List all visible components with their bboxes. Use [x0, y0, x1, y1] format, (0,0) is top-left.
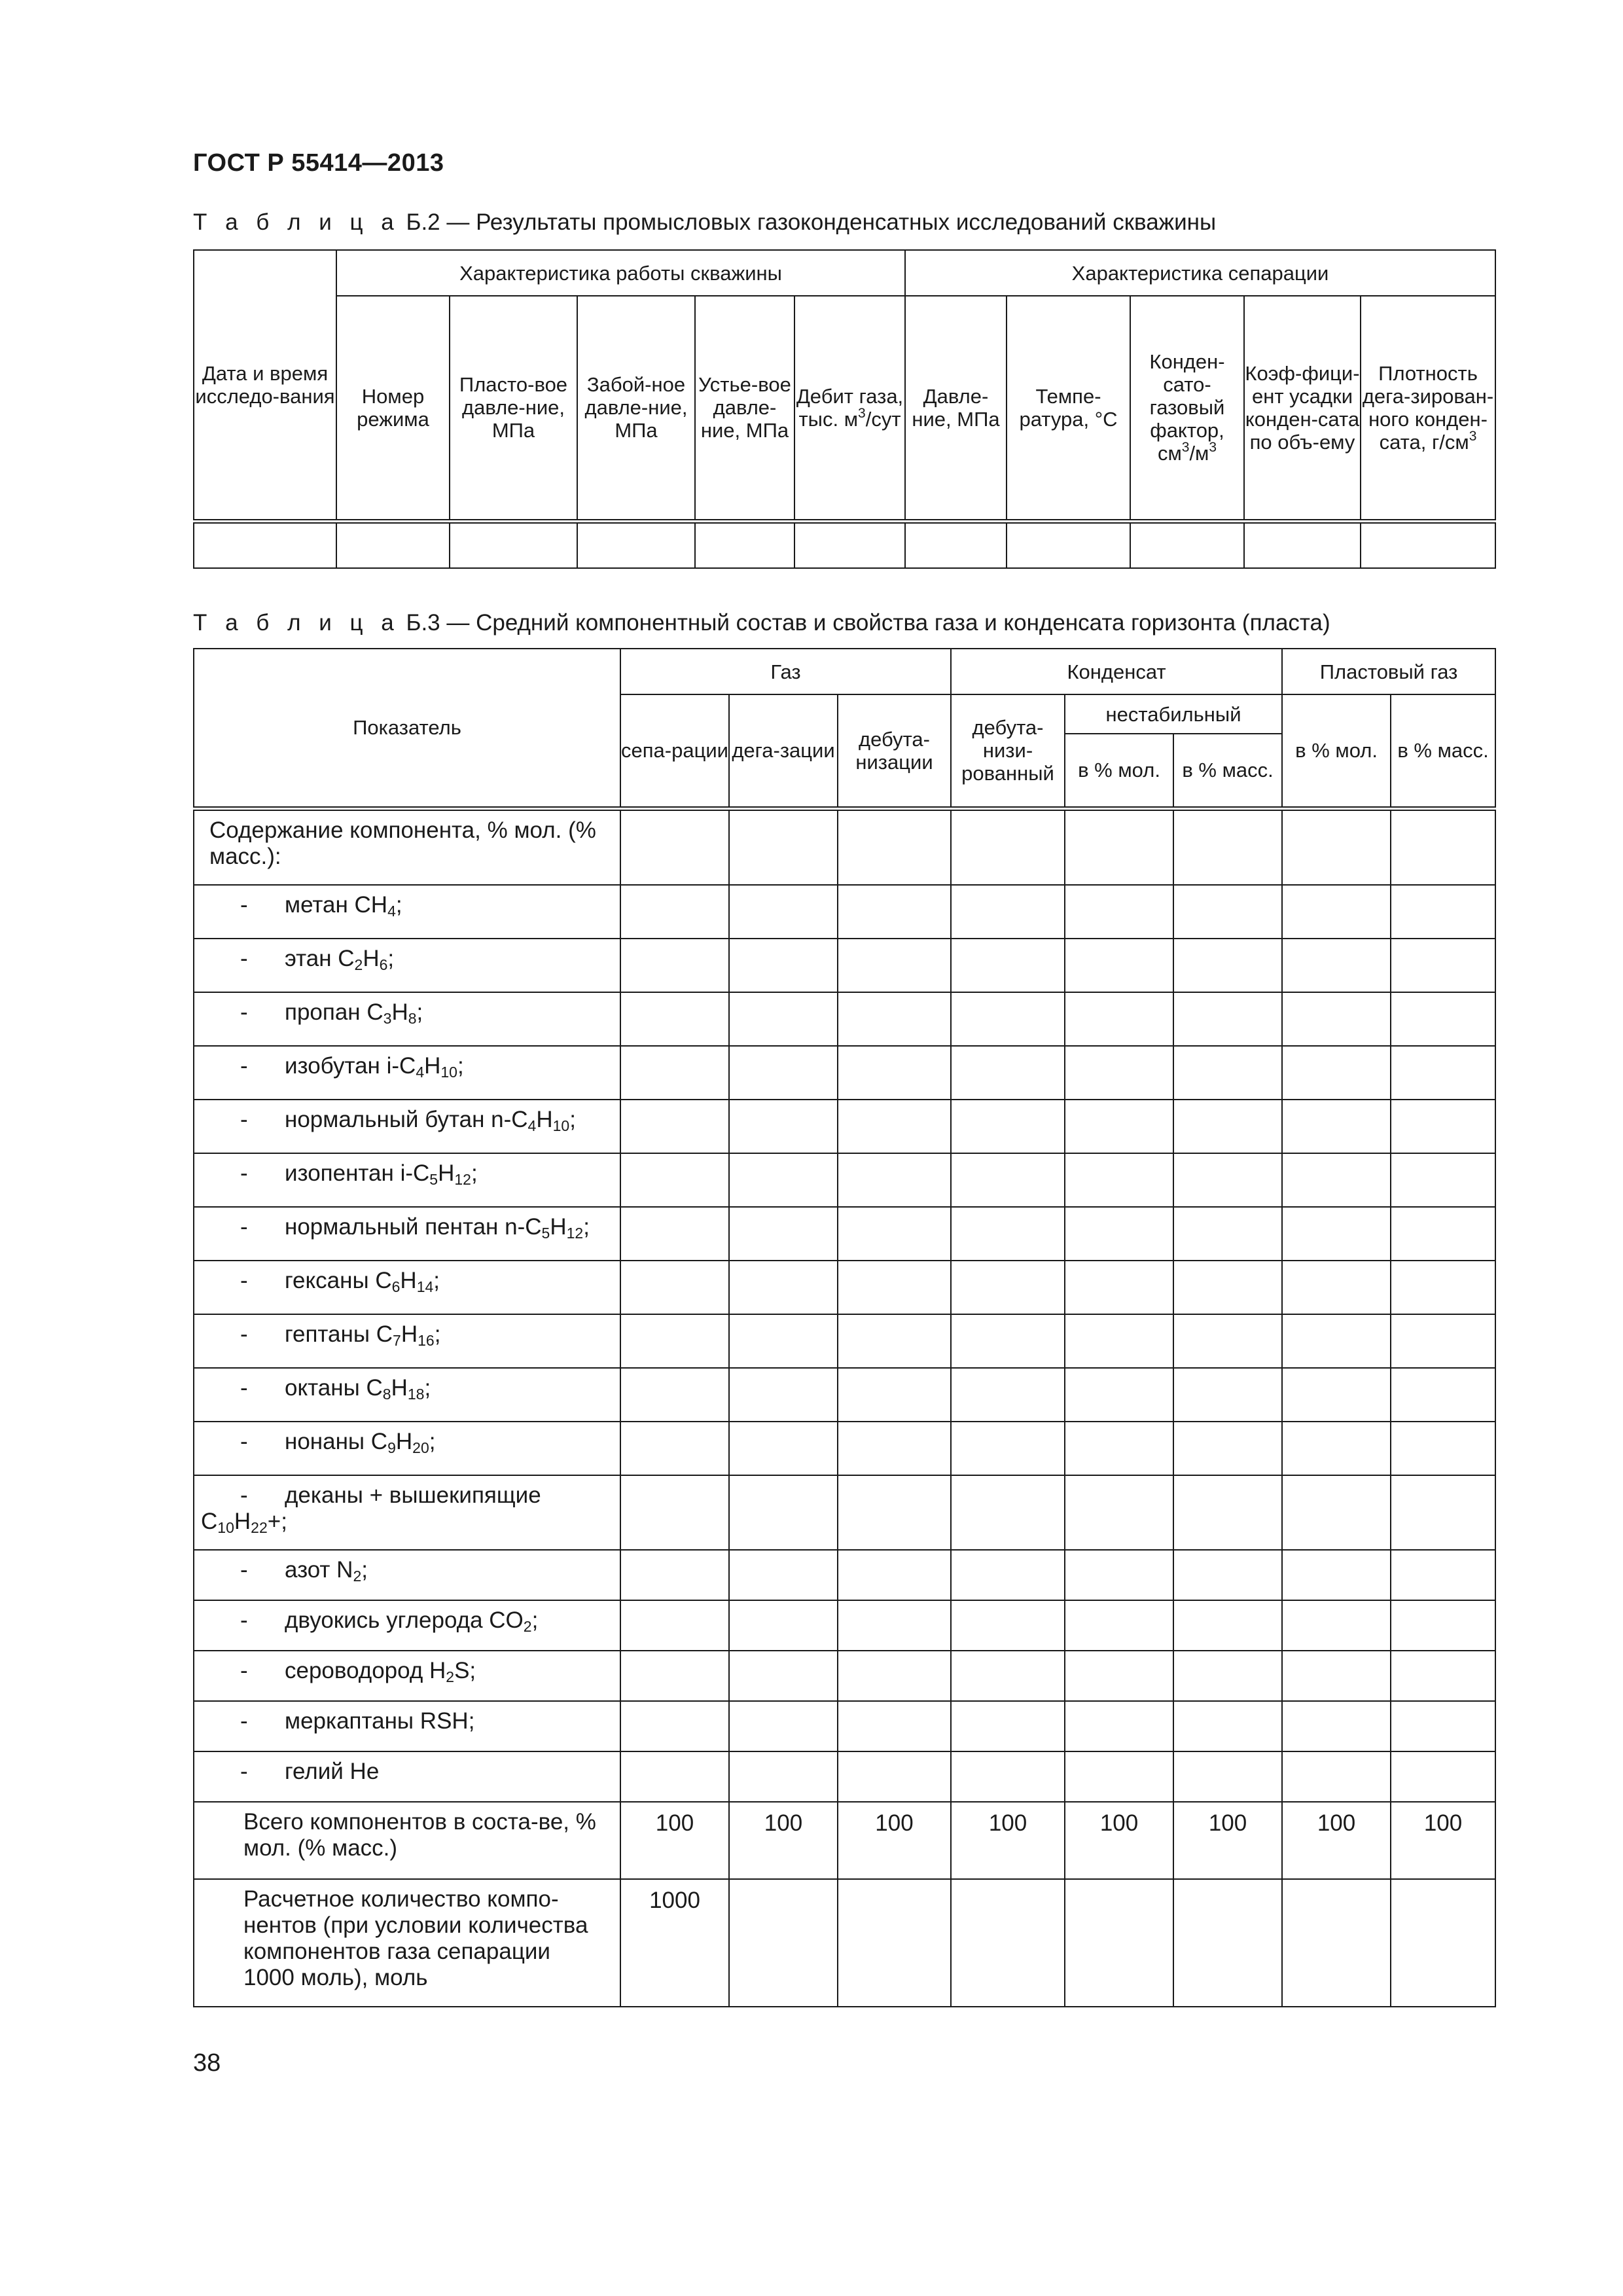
- table-cell: [951, 1550, 1065, 1600]
- table-cell: [838, 1600, 951, 1651]
- table-row: [194, 885, 1495, 939]
- table-cell: [1391, 1314, 1495, 1368]
- header-wellhead-pressure: Устье-вое давле-ние, МПа: [695, 296, 794, 521]
- header-shrinkage-coefficient: Коэф-фици-ент усадки конден-сата по объ-ему: [1244, 296, 1361, 521]
- table-cell: [577, 521, 695, 568]
- table-cell: [620, 1701, 729, 1751]
- table-cell: [1173, 1100, 1282, 1153]
- table-cell: [729, 1751, 838, 1802]
- row-label-n-butane: - нормальный бутан $n-C_4H_{10}$;: [194, 1100, 620, 1153]
- table-cell: [729, 939, 838, 992]
- table-b3: [193, 648, 1496, 2007]
- table-cell: [838, 1368, 951, 1422]
- table-cell: [838, 1046, 951, 1100]
- table-row: [194, 1475, 1495, 1550]
- table-cell: [1391, 1475, 1495, 1550]
- table-cell: [1173, 939, 1282, 992]
- table-cell: [951, 1368, 1065, 1422]
- table-cell: [1391, 1153, 1495, 1207]
- table-cell: [620, 1261, 729, 1314]
- table-cell: [729, 992, 838, 1046]
- caption-text: Б.2 — Результаты промысловых газоконденсатных исследований скважины: [406, 209, 1217, 235]
- table-cell: [1065, 1751, 1173, 1802]
- table-cell: [1282, 1046, 1391, 1100]
- table-row: [194, 1314, 1495, 1368]
- header-unstable-mol: в % мол.: [1065, 734, 1173, 808]
- table-cell: [1391, 885, 1495, 939]
- row-label-nonanes: - нонаны $C_9H_{20}$;: [194, 1422, 620, 1475]
- table-cell: [951, 1261, 1065, 1314]
- table-cell: [1065, 992, 1173, 1046]
- table-cell: [838, 808, 951, 885]
- row-label-decanes: - деканы + вышекипящие $C_{10}H_{22}+$;: [194, 1475, 620, 1550]
- row-label-nitrogen: - азот $N_2$;: [194, 1550, 620, 1600]
- header-indicator: Показатель: [194, 649, 620, 808]
- table-cell: [1391, 808, 1495, 885]
- table-cell: [1244, 521, 1361, 568]
- page-number: 38: [193, 2049, 221, 2077]
- table-cell: [951, 1651, 1065, 1701]
- table-cell: [1282, 885, 1391, 939]
- table-cell: [620, 1153, 729, 1207]
- table-cell: [1173, 1261, 1282, 1314]
- table-cell: [1282, 1475, 1391, 1550]
- table-cell: [1282, 1651, 1391, 1701]
- header-reservoir-pressure: Пласто-вое давле-ние, МПа: [450, 296, 577, 521]
- header-reservoir-gas: Пластовый газ: [1282, 649, 1495, 694]
- table-cell: [1391, 1207, 1495, 1261]
- total-value: 100: [1282, 1802, 1391, 1879]
- table-cell: [620, 1600, 729, 1651]
- table-cell: [695, 521, 794, 568]
- table-cell: [951, 1701, 1065, 1751]
- table-cell: [951, 939, 1065, 992]
- table-cell: [1065, 1368, 1173, 1422]
- header-gas-separation: сепа-рации: [620, 694, 729, 808]
- table-row: [194, 1046, 1495, 1100]
- table-cell: [450, 521, 577, 568]
- header-condensate: Конденсат: [951, 649, 1282, 694]
- table-cell: [1173, 1600, 1282, 1651]
- table-cell: [951, 1600, 1065, 1651]
- table-row: [194, 1802, 1495, 1879]
- table-cell: [1282, 1879, 1391, 2007]
- table-cell: [729, 1153, 838, 1207]
- table-b2: [193, 249, 1496, 569]
- table-cell: [620, 1651, 729, 1701]
- table-cell: [620, 808, 729, 885]
- row-label-total: Всего компонентов в соста-ве, % мол. (% масс.): [194, 1802, 620, 1879]
- table-cell: [1065, 939, 1173, 992]
- table-cell: [1065, 1153, 1173, 1207]
- total-value: 100: [1391, 1802, 1495, 1879]
- table-cell: [1391, 1651, 1495, 1701]
- table-cell: [1173, 1701, 1282, 1751]
- table-cell: [1065, 1550, 1173, 1600]
- table-cell: [838, 1153, 951, 1207]
- table-cell: [1173, 1153, 1282, 1207]
- table-cell: [1391, 992, 1495, 1046]
- table-row: [194, 1651, 1495, 1701]
- row-label-hexanes: - гексаны $C_6H_{14}$;: [194, 1261, 620, 1314]
- table-cell: [838, 1751, 951, 1802]
- table-cell: [1391, 1046, 1495, 1100]
- table-cell: [1282, 1422, 1391, 1475]
- table-cell: [951, 1207, 1065, 1261]
- table-cell: [729, 1100, 838, 1153]
- total-value: 100: [951, 1802, 1065, 1879]
- table-cell: [838, 1422, 951, 1475]
- table-cell: [620, 1314, 729, 1368]
- table-cell: [838, 1550, 951, 1600]
- total-value: 100: [620, 1802, 729, 1879]
- table-cell: [1065, 1314, 1173, 1368]
- table-row: [194, 1550, 1495, 1600]
- calculated-value: 1000: [620, 1879, 729, 2007]
- table-cell: [620, 1100, 729, 1153]
- header-separation-characteristics: Характеристика сепарации: [905, 250, 1495, 296]
- table-cell: [1282, 1550, 1391, 1600]
- table-cell: [729, 1261, 838, 1314]
- table-cell: [1391, 1550, 1495, 1600]
- table-cell: [838, 1314, 951, 1368]
- table-cell: [1282, 1600, 1391, 1651]
- table-cell: [951, 808, 1065, 885]
- table-b2-caption: [193, 209, 1216, 236]
- table-cell: [838, 1879, 951, 2007]
- total-value: 100: [838, 1802, 951, 1879]
- table-cell: [794, 521, 905, 568]
- table-cell: [620, 1422, 729, 1475]
- caption-text: Б.3 — Средний компонентный состав и свойства газа и конденсата горизонта (пласта): [406, 610, 1330, 636]
- header-reservoir-mass: в % масс.: [1391, 694, 1495, 808]
- table-cell: [1282, 939, 1391, 992]
- table-row: [194, 1422, 1495, 1475]
- caption-prefix: Т а б л и ц а: [193, 610, 400, 636]
- table-cell: [620, 1475, 729, 1550]
- table-b3-caption: [193, 610, 1330, 636]
- table-cell: [729, 1651, 838, 1701]
- table-cell: [1173, 1368, 1282, 1422]
- table-cell: [1007, 521, 1130, 568]
- table-cell: [951, 1422, 1065, 1475]
- row-label-isobutane: - изобутан $i-C_4H_{10}$;: [194, 1046, 620, 1100]
- table-cell: [1391, 939, 1495, 992]
- table-row: [194, 1261, 1495, 1314]
- table-cell: [1065, 808, 1173, 885]
- table-cell: [1391, 1751, 1495, 1802]
- table-cell: [1173, 1651, 1282, 1701]
- table-cell: [1173, 992, 1282, 1046]
- header-gas-debutanization: дебута-низации: [838, 694, 951, 808]
- table-cell: [620, 1751, 729, 1802]
- table-cell: [1173, 808, 1282, 885]
- table-row: [194, 992, 1495, 1046]
- row-label-helium: - гелий He: [194, 1751, 620, 1802]
- table-row: [194, 939, 1495, 992]
- header-mode-number: Номер режима: [336, 296, 450, 521]
- header-condensate-unstable: нестабильный: [1065, 694, 1282, 734]
- row-label-methane: - метан $CH_4$;: [194, 885, 620, 939]
- header-gas-degassing: дега-зации: [729, 694, 838, 808]
- row-label-propane: - пропан $C_3H_8$;: [194, 992, 620, 1046]
- table-cell: [951, 1046, 1065, 1100]
- table-cell: [1065, 1261, 1173, 1314]
- table-cell: [729, 1314, 838, 1368]
- table-cell: [729, 885, 838, 939]
- header-unstable-mass: в % масс.: [1173, 734, 1282, 808]
- table-cell: [729, 1475, 838, 1550]
- table-cell: [1065, 1046, 1173, 1100]
- table-cell: [1282, 1368, 1391, 1422]
- table-cell: [1130, 521, 1244, 568]
- table-cell: [905, 521, 1007, 568]
- table-cell: [1282, 1701, 1391, 1751]
- total-value: 100: [1173, 1802, 1282, 1879]
- table-cell: [838, 1701, 951, 1751]
- table-cell: [1391, 1422, 1495, 1475]
- table-cell: [951, 885, 1065, 939]
- table-cell: [951, 1751, 1065, 1802]
- table-cell: [951, 1314, 1065, 1368]
- header-bottomhole-pressure: Забой-ное давле-ние, МПа: [577, 296, 695, 521]
- table-cell: [1391, 1879, 1495, 2007]
- table-row: [194, 808, 1495, 885]
- table-cell: [620, 1207, 729, 1261]
- table-cell: [1282, 1207, 1391, 1261]
- header-well-characteristics: Характеристика работы скважины: [336, 250, 905, 296]
- table-cell: [1391, 1600, 1495, 1651]
- table-cell: [620, 1550, 729, 1600]
- row-label-mercaptans: - меркаптаны RSH;: [194, 1701, 620, 1751]
- table-cell: [951, 1475, 1065, 1550]
- row-label-heptanes: - гептаны $C_7H_{16}$;: [194, 1314, 620, 1368]
- table-row: [194, 1100, 1495, 1153]
- row-label-octanes: - октаны $C_8H_{18}$;: [194, 1368, 620, 1422]
- table-cell: [838, 939, 951, 992]
- row-label-content: Содержание компонента, % мол. (% масс.):: [194, 808, 620, 885]
- table-cell: [838, 885, 951, 939]
- table-cell: [1173, 1314, 1282, 1368]
- table-cell: [838, 1100, 951, 1153]
- table-cell: [1065, 1600, 1173, 1651]
- table-cell: [620, 885, 729, 939]
- table-cell: [1282, 992, 1391, 1046]
- header-date: Дата и время исследо-вания: [194, 250, 336, 521]
- table-cell: [620, 1046, 729, 1100]
- header-gas-rate: Дебит газа, тыс. $м^3$/сут: [794, 296, 905, 521]
- table-row: [194, 1153, 1495, 1207]
- table-cell: [620, 992, 729, 1046]
- table-cell: [1282, 808, 1391, 885]
- table-cell: [838, 1651, 951, 1701]
- table-cell: [838, 1261, 951, 1314]
- header-gas: Газ: [620, 649, 951, 694]
- table-cell: [1282, 1100, 1391, 1153]
- table-cell: [1173, 1879, 1282, 2007]
- row-label-ethane: - этан $C_2H_6$;: [194, 939, 620, 992]
- table-cell: [951, 992, 1065, 1046]
- table-cell: [1173, 1422, 1282, 1475]
- table-cell: [729, 1600, 838, 1651]
- table-cell: [1065, 1207, 1173, 1261]
- table-cell: [729, 1207, 838, 1261]
- header-degassed-condensate-density: Плотность дега-зирован-ного конден-сата, $г/см^3$: [1361, 296, 1495, 521]
- table-row: [194, 1701, 1495, 1751]
- table-cell: [1173, 1046, 1282, 1100]
- row-label-h2s: - сероводород $H_2S$;: [194, 1651, 620, 1701]
- table-cell: [620, 1368, 729, 1422]
- row-label-co2: - двуокись углерода $CO_2$;: [194, 1600, 620, 1651]
- table-cell: [951, 1100, 1065, 1153]
- table-cell: [1173, 1207, 1282, 1261]
- table-cell: [1173, 1475, 1282, 1550]
- table-cell: [729, 1422, 838, 1475]
- row-label-calculated-amount: Расчетное количество компо-нентов (при условии количества компонентов газа сепарации 1000 моль), моль: [194, 1879, 620, 2007]
- table-cell: [729, 1368, 838, 1422]
- header-separation-temperature: Темпе-ратура, °С: [1007, 296, 1130, 521]
- table-cell: [838, 992, 951, 1046]
- table-row: [194, 1368, 1495, 1422]
- table-cell: [951, 1879, 1065, 2007]
- table-cell: [194, 521, 336, 568]
- table-cell: [1173, 1550, 1282, 1600]
- table-row: [194, 1207, 1495, 1261]
- table-cell: [1065, 1879, 1173, 2007]
- caption-prefix: Т а б л и ц а: [193, 209, 400, 235]
- table-row: [194, 1600, 1495, 1651]
- header-condensate-debutanized: дебута-низи-рованный: [951, 694, 1065, 808]
- table-cell: [729, 1701, 838, 1751]
- table-cell: [1282, 1751, 1391, 1802]
- table-cell: [1391, 1100, 1495, 1153]
- header-separation-pressure: Давле-ние, МПа: [905, 296, 1007, 521]
- table-cell: [1065, 1100, 1173, 1153]
- table-cell: [951, 1153, 1065, 1207]
- table-cell: [1065, 1701, 1173, 1751]
- table-cell: [1282, 1314, 1391, 1368]
- document-header: ГОСТ Р 55414—2013: [193, 149, 444, 177]
- table-cell: [838, 1207, 951, 1261]
- table-cell: [729, 808, 838, 885]
- table-cell: [1391, 1368, 1495, 1422]
- table-cell: [1282, 1153, 1391, 1207]
- total-value: 100: [1065, 1802, 1173, 1879]
- table-cell: [838, 1475, 951, 1550]
- table-cell: [729, 1550, 838, 1600]
- table-row: [194, 1751, 1495, 1802]
- table-row: [194, 1879, 1495, 2007]
- table-cell: [1065, 1651, 1173, 1701]
- table-cell: [729, 1879, 838, 2007]
- table-cell: [1065, 1475, 1173, 1550]
- table-cell: [1065, 1422, 1173, 1475]
- table-cell: [336, 521, 450, 568]
- table-cell: [1361, 521, 1495, 568]
- table-cell: [1065, 885, 1173, 939]
- table-cell: [1391, 1261, 1495, 1314]
- row-label-isopentane: - изопентан $i-C_5H_{12}$;: [194, 1153, 620, 1207]
- table-cell: [1173, 885, 1282, 939]
- header-condensate-gas-factor: Конден-сато-газовый фактор, $см^3/м^3$: [1130, 296, 1244, 521]
- table-cell: [729, 1046, 838, 1100]
- table-cell: [1173, 1751, 1282, 1802]
- table-row: [194, 521, 1495, 568]
- row-label-n-pentane: - нормальный пентан $n-C_5H_{12}$;: [194, 1207, 620, 1261]
- table-cell: [620, 939, 729, 992]
- header-reservoir-mol: в % мол.: [1282, 694, 1391, 808]
- total-value: 100: [729, 1802, 838, 1879]
- table-cell: [1282, 1261, 1391, 1314]
- table-cell: [1391, 1701, 1495, 1751]
